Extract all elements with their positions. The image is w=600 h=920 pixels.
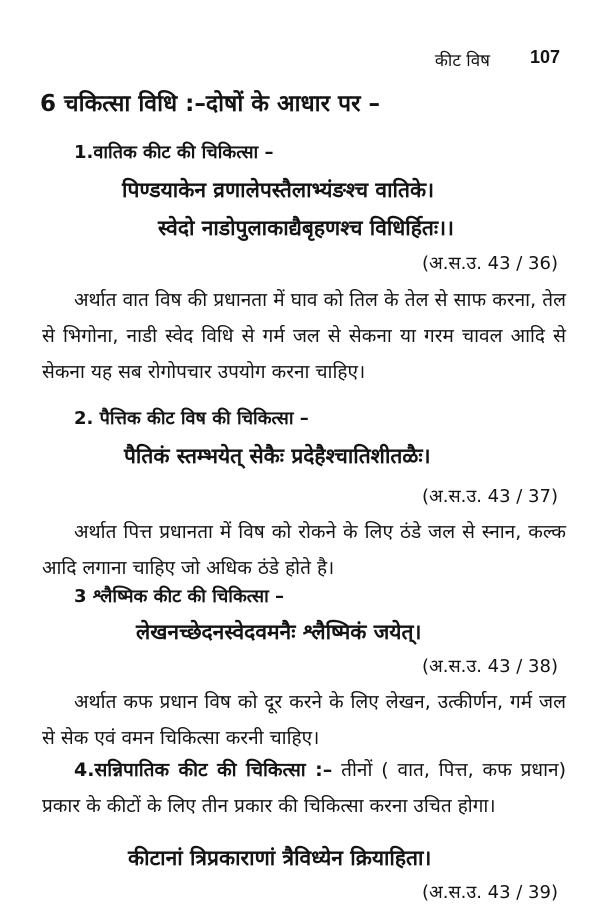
explanation-paragraph bbox=[42, 514, 566, 586]
subheading-sannipatik: 4.सन्निपातिक कीट की चिकित्सा :– bbox=[74, 759, 333, 781]
running-title: कीट विष bbox=[434, 51, 490, 71]
verse-reference: (अ.स.उ. 43 / 36) bbox=[421, 253, 558, 274]
explanation-paragraph bbox=[42, 752, 566, 824]
verse-reference: (अ.स.उ. 43 / 39) bbox=[421, 882, 558, 903]
verse-reference: (अ.स.उ. 43 / 37) bbox=[421, 486, 558, 507]
verse-line: पिण्डयाकेन व्रणालेपस्तैलाभ्यंङश्च वातिके। bbox=[122, 178, 435, 202]
page-number: 107 bbox=[529, 47, 560, 67]
subheading-vatik: 1.वातिक कीट की चिकित्सा – bbox=[74, 142, 274, 163]
explanation-text: तीनों ( वात, पित्त, कफ प्रधान) प्रकार के कीटों के लिए तीन प्रकार की चिकित्सा करना उचित होगा। bbox=[42, 759, 566, 817]
explanation-paragraph bbox=[42, 282, 566, 390]
verse-line: पैतिकं स्तम्भयेत् सेकैः प्रदेहैश्चातिशीतळैः। bbox=[124, 444, 431, 468]
explanation-text: अर्थात वात विष की प्रधानता में घाव को तिल के तेल से साफ करना, तेल से भिगोना, नाडी स्वेद विधि से गर्म जल से सेकना या गरम चावल आदि से सेकना यह सब रोगोपचार उपयोग करना चाहिए। bbox=[42, 289, 566, 383]
subheading-paittik: 2. पैत्तिक कीट विष की चिकित्सा – bbox=[74, 408, 309, 429]
explanation-paragraph bbox=[42, 684, 566, 756]
subheading-shlaishmik: 3 श्लैष्मिक कीट की चिकित्सा – bbox=[74, 586, 285, 607]
section-heading: 6 चकित्सा विधि :–दोषों के आधार पर – bbox=[40, 91, 380, 117]
explanation-text: अर्थात पित्त प्रधानता में विष को रोकने के लिए ठंडे जल से स्नान, कल्क आदि लगाना चाहिए जो अधिक ठंडे होते है। bbox=[42, 521, 566, 579]
verse-line: लेखनच्छेदनस्वेदवमनैः श्लैष्मिकं जयेत्। bbox=[136, 620, 422, 644]
verse-line: स्वेदो नाडोपुलाकाद्यैबृहणश्च विधिर्हितः।। bbox=[158, 216, 454, 240]
verse-line: कीटानां त्रिप्रकाराणां त्रैविध्येन क्रियाहिता। bbox=[128, 846, 432, 870]
explanation-text: अर्थात कफ प्रधान विष को दूर करने के लिए लेखन, उत्कीर्णन, गर्म जल से सेक एवं वमन चिकित्सा करनी चाहिए। bbox=[42, 691, 566, 749]
verse-reference: (अ.स.उ. 43 / 38) bbox=[421, 656, 558, 677]
